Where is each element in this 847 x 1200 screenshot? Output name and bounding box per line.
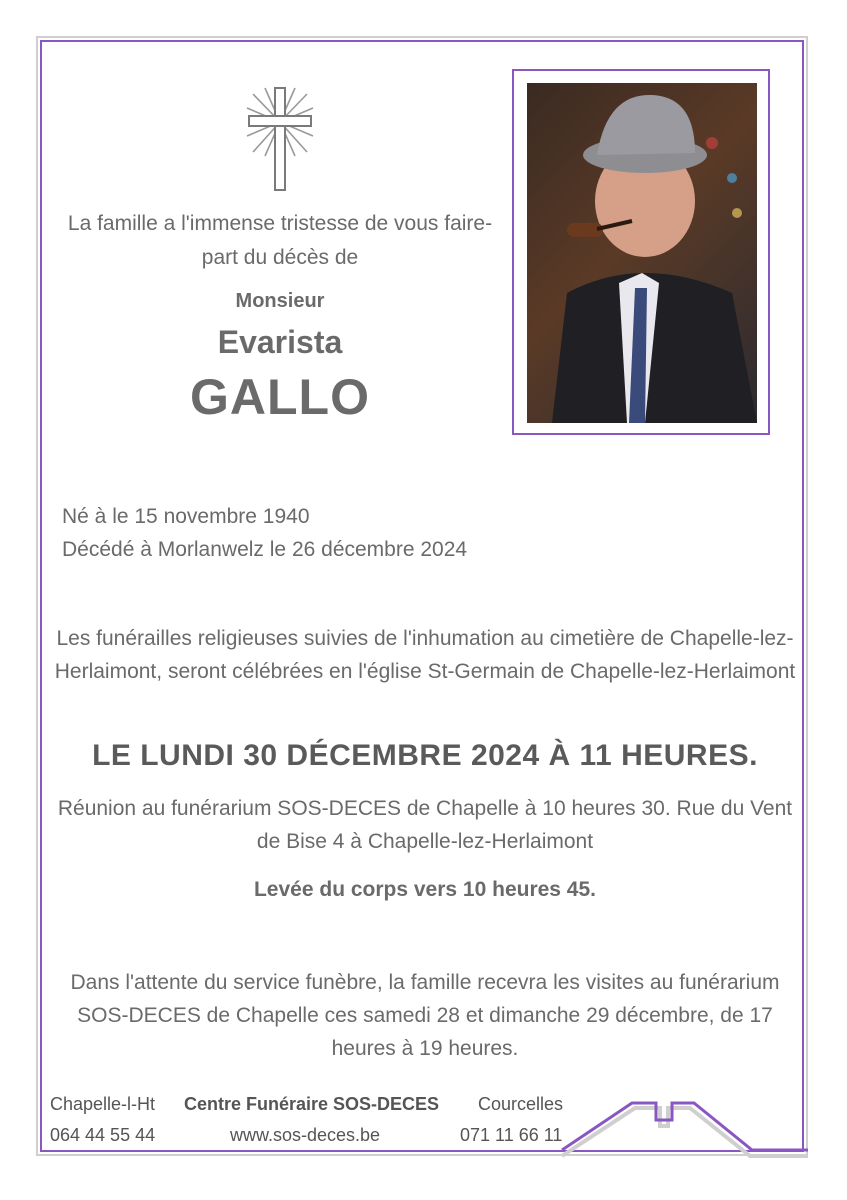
footer-right-place: Courcelles	[478, 1094, 564, 1114]
funerals-text: Les funérailles religieuses suivies de l'inhumation au cimetière de Chapelle-lez-Herlaimont, seront célébrées en l'église St-Germain de Chapelle-lez-Herlaimont	[54, 627, 796, 683]
death-line: Décédé à Morlanwelz le 26 décembre 2024	[62, 538, 468, 561]
footer-left-place: Chapelle-l-Ht	[50, 1094, 156, 1114]
portrait-frame	[512, 69, 770, 435]
dates-block	[62, 500, 467, 566]
last-name: GALLO	[190, 369, 370, 425]
intro-text: La famille a l'immense tristesse de vous faire-part du décès de	[67, 212, 493, 269]
first-name: Evarista	[217, 324, 343, 360]
reunion-text: Réunion au funérarium SOS-DECES de Chapelle à 10 heures 30. Rue du Vent de Bise 4 à Chapelle-lez-Herlaimont	[57, 797, 793, 853]
levee-text: Levée du corps vers 10 heures 45.	[253, 878, 597, 901]
ceremony-date: LE LUNDI 30 DÉCEMBRE 2024 À 11 HEURES.	[92, 739, 758, 772]
birth-line: Né à le 15 novembre 1940	[62, 505, 310, 528]
civility: Monsieur	[235, 290, 325, 312]
cross-icon	[245, 86, 315, 192]
footer-left-phone: 064 44 55 44	[50, 1125, 156, 1145]
portrait-photo	[527, 83, 757, 423]
footer-website-link[interactable]: www.sos-deces.be	[230, 1125, 381, 1145]
footer-right-phone: 071 11 66 11	[460, 1125, 563, 1145]
building-outline-icon	[560, 1098, 810, 1160]
visits-text: Dans l'attente du service funèbre, la famille recevra les visites au funérarium SOS-DECES de Chapelle ces samedi 28 et dimanche 29 décembre, de 17 heures à 19 heures.	[70, 971, 780, 1060]
footer-center-name: Centre Funéraire SOS-DECES	[184, 1094, 440, 1114]
